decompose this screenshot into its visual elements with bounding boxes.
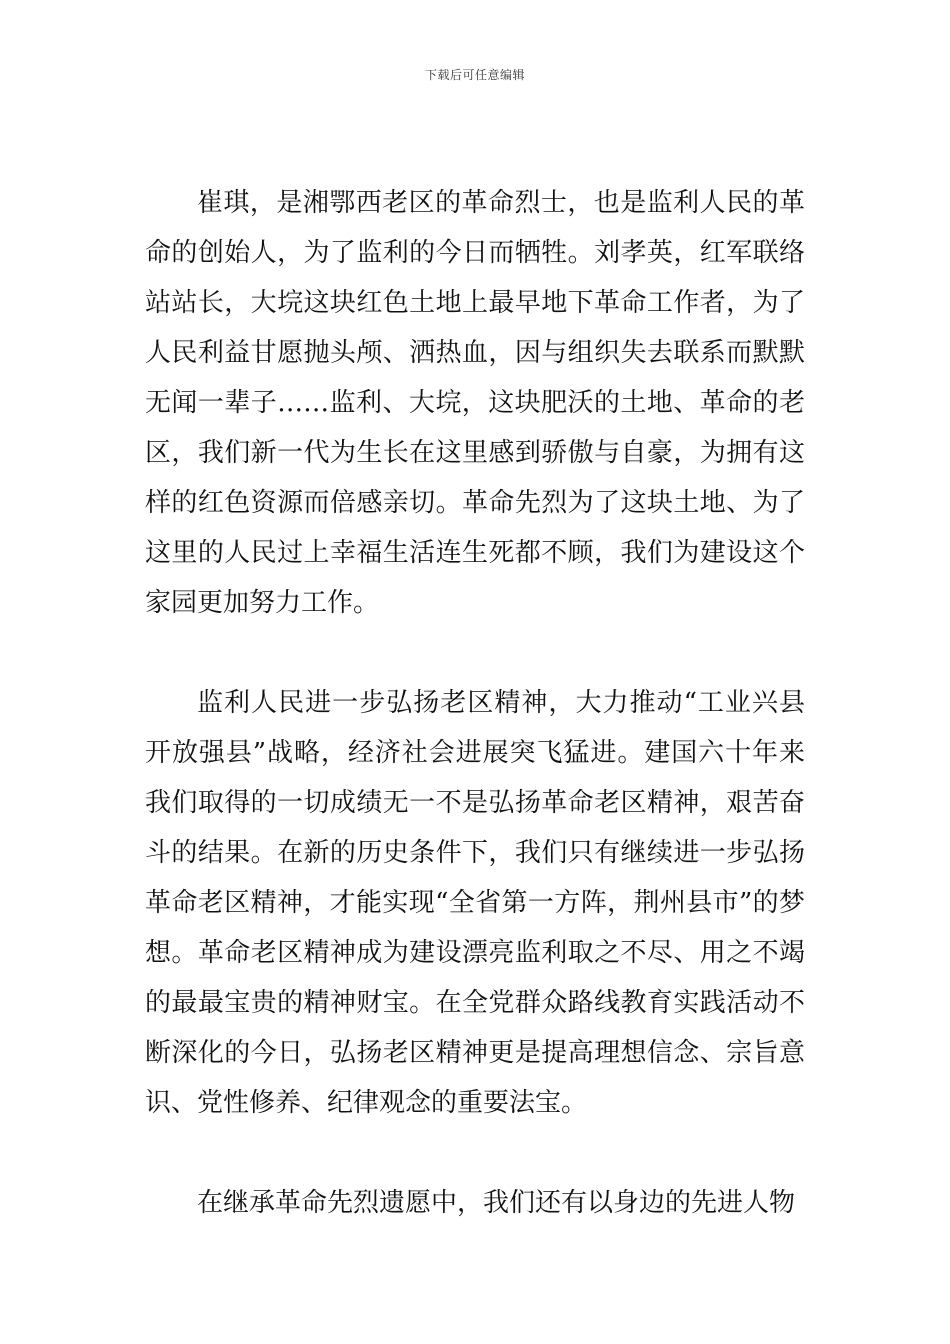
paragraph-1: 崔琪，是湘鄂西老区的革命烈士，也是监利人民的革命的创始人，为了监利的今日而牺牲。刘孝英，红军联络站站长，大垸这块红色土地上最早地下革命工作者，为了人民利益甘愿抛头颅、洒热血，因与组织失去联系而默默无闻一辈子……监利、大垸，这块肥沃的土地、革命的老区，我们新一代为生长在这里感到骄傲与自豪，为拥有这样的红色资源而倍感亲切。革命先烈为了这块土地、为了这里的人民过上幸福生活连生死都不顾，我们为建设这个家园更加努力工作。 [145,188,805,618]
document-body [145,178,805,1228]
paragraph-2: 监利人民进一步弘扬老区精神，大力推动“工业兴县开放强县”战略，经济社会进展突飞猛进。建国六十年来我们取得的一切成绩无一不是弘扬革命老区精神，艰苦奋斗的结果。在新的历史条件下，我们只有继续进一步弘扬革命老区精神，才能实现“全省第一方阵，荆州县市”的梦想。革命老区精神成为建设漂亮监利取之不尽、用之不竭的最最宝贵的精神财宝。在全党群众路线教育实践活动不断深化的今日，弘扬老区精神更是提高理想信念、宗旨意识、党性修养、纪律观念的重要法宝。 [145,688,805,1118]
paragraph-3: 在继承革命先烈遗愿中，我们还有以身边的先进人物 [197,1188,796,1218]
header-note: 下载后可任意编辑 [424,68,525,82]
